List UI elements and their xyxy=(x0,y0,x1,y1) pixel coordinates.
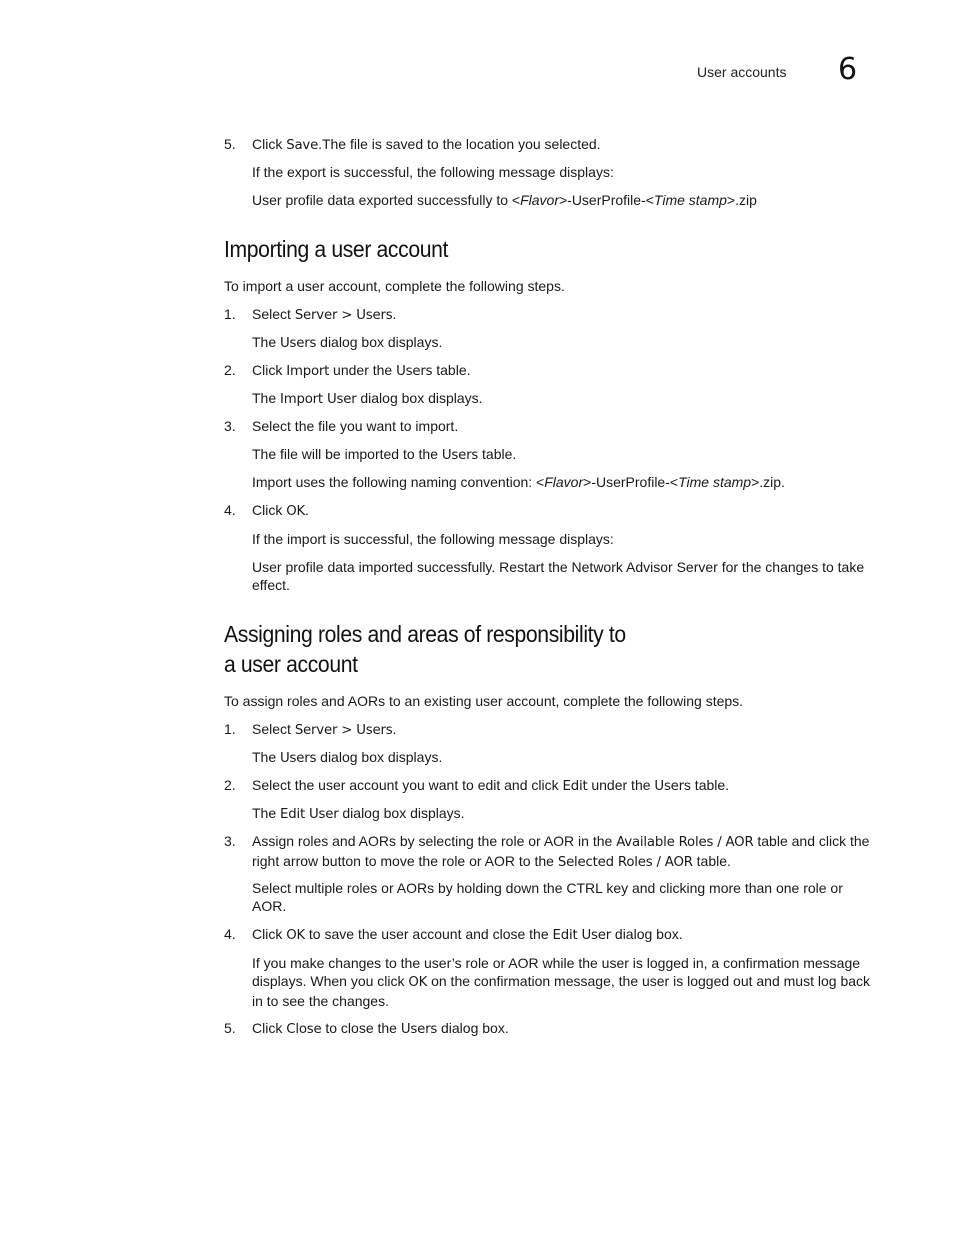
section-heading-importing: Importing a user account xyxy=(224,236,449,262)
export-message: User profile data exported successfully to <Flavor>-UserProfile-<Time stamp>.zip xyxy=(252,192,757,208)
import-step-3: Select the file you want to import. xyxy=(252,418,459,434)
step-number: 2. xyxy=(224,777,236,793)
step-number: 3. xyxy=(224,418,236,434)
assign-step-5: Click Close to close the Users dialog box. xyxy=(252,1020,509,1037)
import-step-4: Click OK. xyxy=(252,502,309,519)
step-number: 4. xyxy=(224,926,236,942)
assign-step-4-note: If you make changes to the user’s role or AOR while the user is logged in, a confirmation message displays. When you click OK on the confirmation message, the user is logged out and must log back in to see the changes. xyxy=(252,955,871,1009)
step-number: 3. xyxy=(224,833,236,849)
assign-step-1-note: The Users dialog box displays. xyxy=(252,749,443,766)
assign-step-3-note: Select multiple roles or AORs by holding down the CTRL key and clicking more than one role or AOR. xyxy=(252,880,843,914)
step-number: 5. xyxy=(224,136,236,152)
assign-step-2-note: The Edit User dialog box displays. xyxy=(252,805,465,822)
step-number: 1. xyxy=(224,306,236,322)
assign-step-4: Click OK to save the user account and close the Edit User dialog box. xyxy=(252,926,683,943)
import-step-1: Select Server > Users. xyxy=(252,306,397,323)
export-step-5: Click Save.The file is saved to the location you selected. xyxy=(252,136,601,153)
step-number: 2. xyxy=(224,362,236,378)
import-step-1-note: The Users dialog box displays. xyxy=(252,334,443,351)
assign-step-2: Select the user account you want to edit and click Edit under the Users table. xyxy=(252,777,730,794)
step-number: 5. xyxy=(224,1020,236,1036)
section-heading-assigning-line-2: a user account xyxy=(224,651,358,677)
import-step-4-note-1: If the import is successful, the following message displays: xyxy=(252,531,614,547)
section-heading-assigning-line-1: Assigning roles and areas of responsibility to xyxy=(224,621,626,647)
export-message-intro: If the export is successful, the following message displays: xyxy=(252,164,614,180)
assign-intro: To assign roles and AORs to an existing user account, complete the following steps. xyxy=(224,693,744,709)
assign-step-3: Assign roles and AORs by selecting the role or AOR in the Available Roles / AOR table and click the right arrow button to move the role or AOR to the Selected Roles / AOR table. xyxy=(252,833,870,870)
import-step-3-note-2: Import uses the following naming convention: <Flavor>-UserProfile-<Time stamp>.zip. xyxy=(252,474,785,490)
chapter-number: 6 xyxy=(838,52,858,87)
assign-step-1: Select Server > Users. xyxy=(252,721,397,738)
import-step-3-note-1: The file will be imported to the Users table. xyxy=(252,446,517,463)
import-step-2: Click Import under the Users table. xyxy=(252,362,471,379)
step-number: 4. xyxy=(224,502,236,518)
running-header-section: User accounts xyxy=(697,64,787,80)
step-number: 1. xyxy=(224,721,236,737)
import-intro: To import a user account, complete the following steps. xyxy=(224,278,565,294)
import-step-2-note: The Import User dialog box displays. xyxy=(252,390,483,407)
import-step-4-note-2: User profile data imported successfully. Restart the Network Advisor Server for the changes to take effect. xyxy=(252,559,865,593)
